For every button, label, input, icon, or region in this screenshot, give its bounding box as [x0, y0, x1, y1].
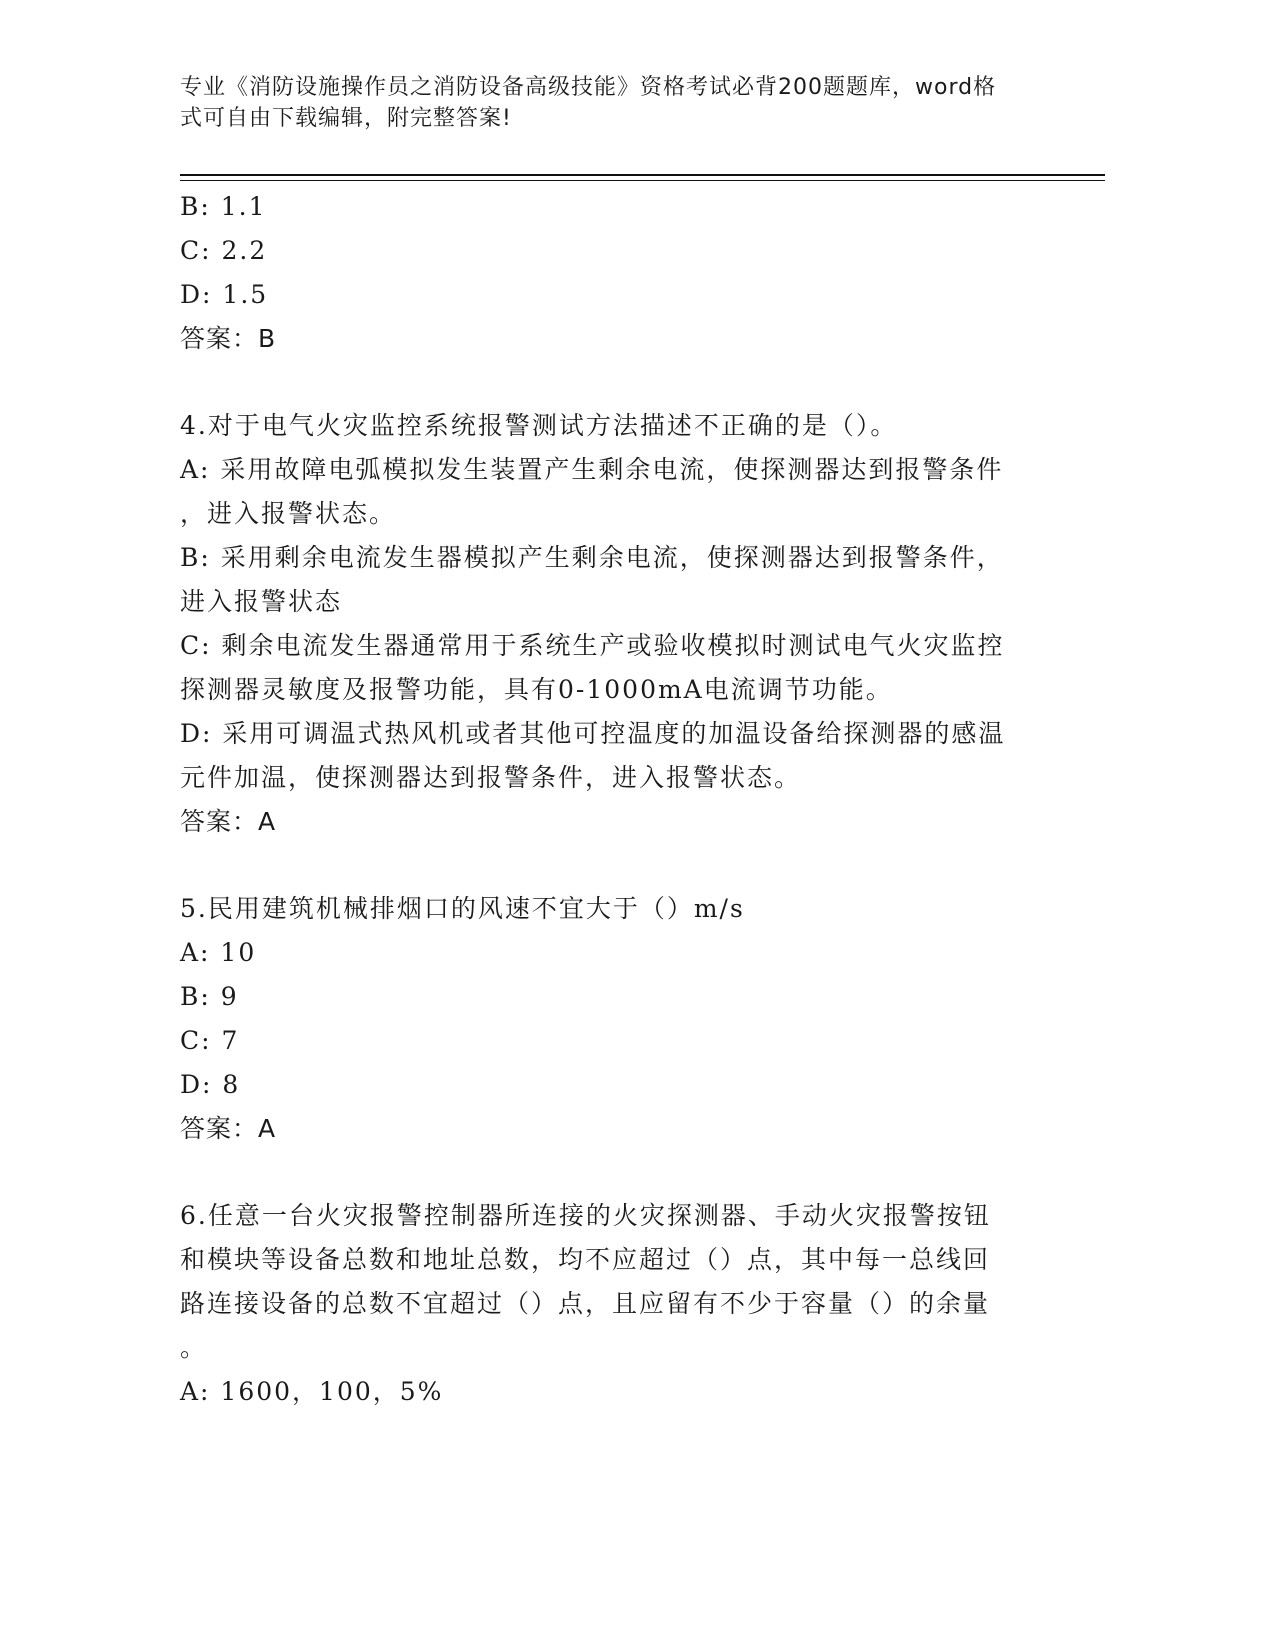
q4-option-c-line2: 探测器灵敏度及报警功能，具有0-1000mA电流调节功能。	[180, 675, 893, 704]
q6-question-line1: 6.任意一台火灾报警控制器所连接的火灾探测器、手动火灾报警按钮	[180, 1201, 991, 1230]
q4-option-d-line1: D: 采用可调温式热风机或者其他可控温度的加温设备给探测器的感温	[180, 719, 1006, 748]
header-line-2: 式可自由下载编辑，附完整答案!	[180, 106, 512, 131]
q5-answer: 答案：A	[180, 1114, 277, 1143]
q5-option-a: A: 10	[180, 938, 257, 967]
q4-question: 4.对于电气火灾监控系统报警测试方法描述不正确的是（）。	[180, 411, 898, 440]
document-header	[180, 72, 1060, 134]
spacer	[180, 844, 1080, 887]
q4-option-a-line1: A: 采用故障电弧模拟发生装置产生剩余电流，使探测器达到报警条件	[180, 455, 1004, 484]
q4-option-d-line2: 元件加温，使探测器达到报警条件，进入报警状态。	[180, 763, 802, 792]
q5-option-d: D: 8	[180, 1070, 241, 1099]
q4-option-b-line2: 进入报警状态	[180, 587, 343, 616]
q6-question-line2: 和模块等设备总数和地址总数，均不应超过（）点，其中每一总线回	[180, 1245, 991, 1274]
q5-question: 5.民用建筑机械排烟口的风速不宜大于（）m/s	[180, 894, 745, 923]
spacer	[180, 361, 1080, 404]
q6-question-line4: 。	[180, 1333, 208, 1362]
q4-option-c-line1: C: 剩余电流发生器通常用于系统生产或验收模拟时测试电气火灾监控	[180, 631, 1005, 660]
spacer	[180, 1151, 1080, 1194]
q6-question-line3: 路连接设备的总数不宜超过（）点，且应留有不少于容量（）的余量	[180, 1289, 991, 1318]
header-line-1: 专业《消防设施操作员之消防设备高级技能》资格考试必背200题题库，word格	[180, 75, 997, 100]
question-content	[180, 185, 1080, 1414]
header-rule-thin	[180, 180, 1105, 181]
q4-option-a-line2: ，进入报警状态。	[180, 499, 397, 528]
q4-answer: 答案：A	[180, 807, 277, 836]
q4-option-b-line1: B: 采用剩余电流发生器模拟产生剩余电流，使探测器达到报警条件，	[180, 543, 1004, 572]
q3-option-c: C: 2.2	[180, 236, 268, 265]
header-rule-thick	[180, 174, 1105, 176]
q5-option-b: B: 9	[180, 982, 239, 1011]
q3-option-d: D: 1.5	[180, 280, 269, 309]
q3-option-b: B: 1.1	[180, 192, 267, 221]
q5-option-c: C: 7	[180, 1026, 240, 1055]
q6-option-a: A: 1600，100，5%	[180, 1377, 444, 1406]
q3-answer: 答案：B	[180, 324, 277, 353]
